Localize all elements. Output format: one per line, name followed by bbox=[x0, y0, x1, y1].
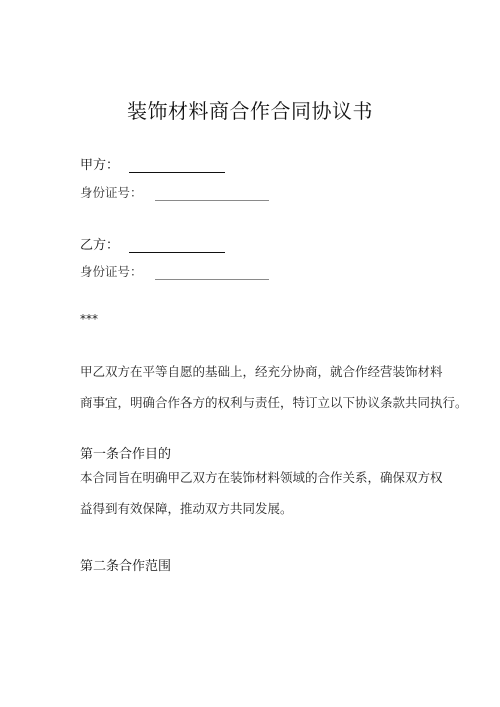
party-a-id-row bbox=[80, 181, 269, 201]
party-b-id-label: 身份证号： bbox=[80, 264, 143, 279]
party-a-label: 甲方： bbox=[80, 158, 120, 173]
party-a-blank-line bbox=[129, 158, 225, 173]
article-1-line-1: 本合同旨在明确甲乙双方在装饰材料领域的合作关系，确保双方权 bbox=[80, 470, 443, 485]
party-b-row bbox=[80, 233, 225, 253]
party-a-id-label: 身份证号： bbox=[80, 185, 143, 200]
article-2-heading: 第二条合作范围 bbox=[80, 559, 172, 574]
party-b-blank-line bbox=[129, 238, 225, 253]
intro-line-1: 甲乙双方在平等自愿的基础上，经充分协商，就合作经营装饰材料 bbox=[80, 364, 443, 379]
article-1-line-2: 益得到有效保障，推动双方共同发展。 bbox=[80, 501, 293, 516]
party-b-label: 乙方： bbox=[80, 238, 120, 253]
party-a-row bbox=[80, 153, 225, 173]
article-1-paragraph bbox=[80, 462, 443, 524]
separator-stars: *** bbox=[80, 312, 98, 326]
intro-line-2: 商事宜，明确合作各方的权利与责任，特订立以下协议条款共同执行。 bbox=[80, 395, 468, 410]
article-1-heading: 第一条合作目的 bbox=[80, 447, 172, 462]
party-b-id-blank-line bbox=[155, 267, 269, 280]
party-a-id-blank-line bbox=[155, 188, 269, 201]
party-b-id-row bbox=[80, 260, 269, 280]
intro-paragraph bbox=[80, 356, 468, 418]
document-title: 装饰材料商合作合同协议书 bbox=[127, 99, 373, 123]
